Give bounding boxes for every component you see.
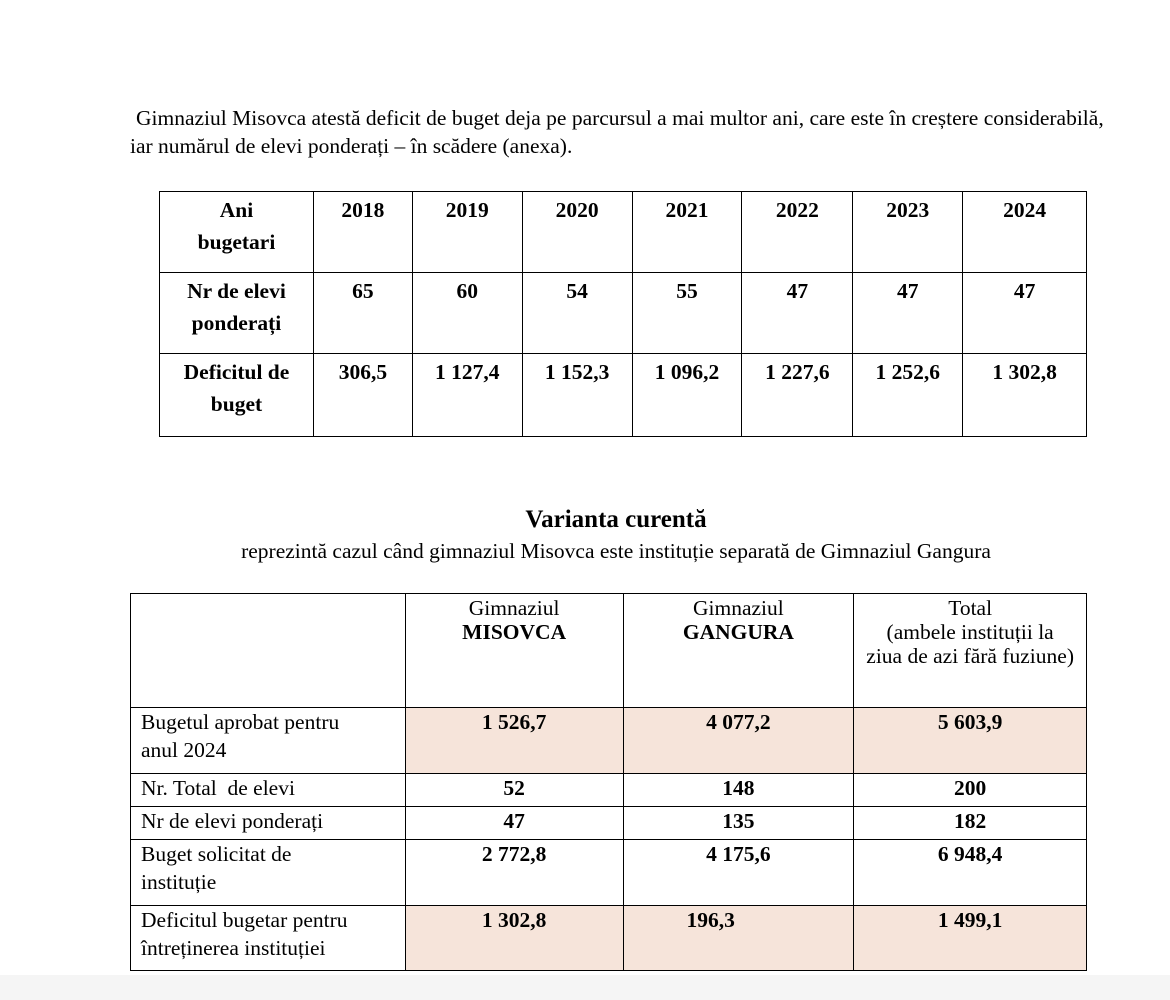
current-variant-table xyxy=(130,593,1087,971)
data-cell: 5 603,9 xyxy=(854,708,1087,774)
row-label: Bugetul aprobat pentru anul 2024 xyxy=(131,708,406,774)
data-cell: 1 096,2 xyxy=(632,354,742,437)
table-row xyxy=(160,273,1087,354)
header-line: Gimnaziul xyxy=(693,596,784,620)
data-cell: 1 526,7 xyxy=(405,708,623,774)
table-row xyxy=(131,708,1087,774)
data-cell: 47 xyxy=(405,807,623,840)
budget-years-table xyxy=(159,191,1087,437)
data-cell: 60 xyxy=(412,273,522,354)
data-cell: 2 772,8 xyxy=(405,840,623,906)
data-cell: 196,3 xyxy=(623,906,854,971)
data-cell: 54 xyxy=(522,273,632,354)
data-cell: 1 302,8 xyxy=(963,354,1087,437)
data-cell: 200 xyxy=(854,774,1087,807)
row-header: Nr de elevi ponderați xyxy=(160,273,314,354)
data-cell: 182 xyxy=(854,807,1087,840)
row-header: Deficitul de buget xyxy=(160,354,314,437)
column-header-misovca xyxy=(405,594,623,708)
empty-header-cell xyxy=(131,594,406,708)
data-cell: 47 xyxy=(963,273,1087,354)
row-label: Nr. Total de elevi xyxy=(131,774,406,807)
data-cell: 4 175,6 xyxy=(623,840,854,906)
data-cell: 1 252,6 xyxy=(853,354,963,437)
year-cell: 2021 xyxy=(632,192,742,273)
data-cell: 1 499,1 xyxy=(854,906,1087,971)
data-cell: 4 077,2 xyxy=(623,708,854,774)
data-cell: 47 xyxy=(742,273,853,354)
intro-text: Gimnaziul Misovca atestă deficit de buget deja pe parcursul a mai multor ani, care este în creștere considerabilă, iar numărul de elevi ponderați – în scădere (anexa). xyxy=(130,106,1104,158)
header-line: Total xyxy=(948,596,993,620)
year-cell: 2023 xyxy=(853,192,963,273)
table-row xyxy=(131,906,1087,971)
table-row xyxy=(131,774,1087,807)
data-cell: 1 302,8 xyxy=(405,906,623,971)
data-cell: 1 127,4 xyxy=(412,354,522,437)
year-cell: 2018 xyxy=(313,192,412,273)
section-title: Varianta curentă xyxy=(525,506,707,533)
row-header: Ani bugetari xyxy=(160,192,314,273)
table-row xyxy=(131,807,1087,840)
table-row xyxy=(160,192,1087,273)
row-label: Deficitul bugetar pentru întreținerea instituției xyxy=(131,906,406,971)
row-label: Buget solicitat de instituție xyxy=(131,840,406,906)
data-cell: 1 152,3 xyxy=(522,354,632,437)
section-subtitle: reprezintă cazul când gimnaziul Misovca este instituție separată de Gimnaziul Gangura xyxy=(241,539,991,563)
intro-paragraph xyxy=(130,104,1120,160)
data-cell: 65 xyxy=(313,273,412,354)
data-cell: 52 xyxy=(405,774,623,807)
header-line: GANGURA xyxy=(682,620,794,644)
header-line: MISOVCA xyxy=(462,620,567,644)
table-row xyxy=(131,594,1087,708)
data-cell: 47 xyxy=(853,273,963,354)
column-header-total xyxy=(854,594,1087,708)
data-cell: 135 xyxy=(623,807,854,840)
data-cell: 55 xyxy=(632,273,742,354)
table-row xyxy=(131,840,1087,906)
year-cell: 2020 xyxy=(522,192,632,273)
year-cell: 2022 xyxy=(742,192,853,273)
data-cell: 306,5 xyxy=(313,354,412,437)
header-line: (ambele instituții la ziua de azi fără fuziune) xyxy=(866,620,1074,668)
header-line: Gimnaziul xyxy=(468,596,560,620)
year-cell: 2019 xyxy=(412,192,522,273)
row-label: Nr de elevi ponderați xyxy=(131,807,406,840)
data-cell: 1 227,6 xyxy=(742,354,853,437)
data-cell: 6 948,4 xyxy=(854,840,1087,906)
table-row xyxy=(160,354,1087,437)
year-cell: 2024 xyxy=(963,192,1087,273)
viewer-bottom-bar xyxy=(0,975,1170,1000)
column-header-gangura xyxy=(623,594,854,708)
data-cell: 148 xyxy=(623,774,854,807)
